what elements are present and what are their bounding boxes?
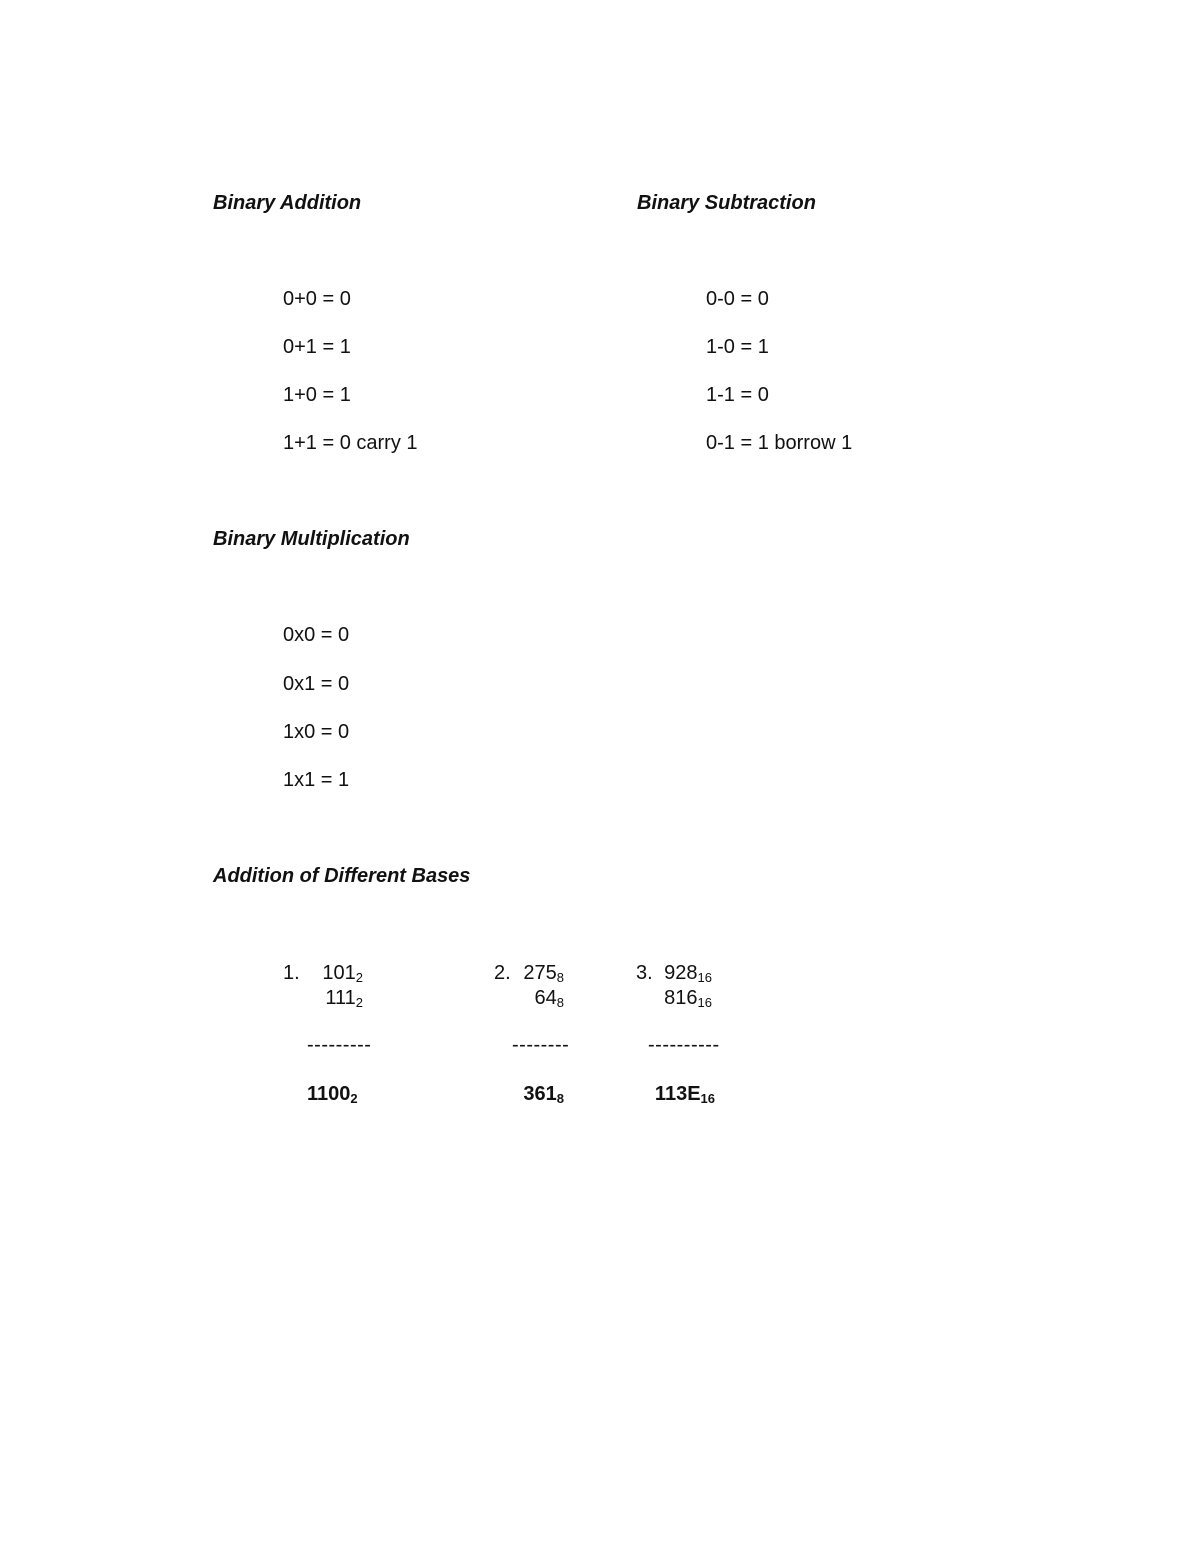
subtraction-rule: 1-0 = 1 — [706, 336, 769, 358]
addition-rule: 1+1 = 0 carry 1 — [283, 432, 418, 454]
problem-label: 1. — [283, 962, 300, 984]
addition-rule: 0+1 = 1 — [283, 336, 351, 358]
multiplication-rule: 1x1 = 1 — [283, 769, 350, 791]
addend: $928_{16}$ — [664, 962, 712, 985]
addend: $816_{16}$ — [664, 987, 712, 1010]
addend: $275_8$ — [523, 962, 564, 985]
problem-label: 2. — [494, 962, 511, 984]
sum-result: $361_8$ — [523, 1083, 564, 1106]
subtraction-rule: 0-1 = 1 borrow 1 — [706, 432, 853, 454]
addition-rule: 0+0 = 0 — [283, 288, 351, 310]
multiplication-rule: 0x0 = 0 — [283, 624, 350, 646]
sum-result: $1100_2$ — [307, 1083, 358, 1106]
heading-binary-multiplication: Binary Multiplication — [213, 528, 410, 550]
sum-divider: ---------- — [648, 1034, 720, 1056]
addend: $101_2$ — [322, 962, 363, 985]
multiplication-rule: 1x0 = 0 — [283, 721, 350, 743]
multiplication-rule: 0x1 = 0 — [283, 673, 350, 695]
problem-label: 3. — [636, 962, 653, 984]
subtraction-rule: 0-0 = 0 — [706, 288, 769, 310]
subtraction-rule: 1-1 = 0 — [706, 384, 769, 406]
addition-rule: 1+0 = 1 — [283, 384, 351, 406]
sum-divider: --------- — [307, 1034, 372, 1056]
heading-addition-of-different-bases: Addition of Different Bases — [213, 865, 471, 887]
heading-binary-subtraction: Binary Subtraction — [637, 192, 816, 214]
sum-divider: -------- — [512, 1034, 570, 1056]
addend: $64_8$ — [534, 987, 564, 1010]
sum-result: $113E_{16}$ — [654, 1083, 715, 1106]
heading-binary-addition: Binary Addition — [213, 192, 362, 214]
addend: $111_2$ — [325, 987, 363, 1010]
